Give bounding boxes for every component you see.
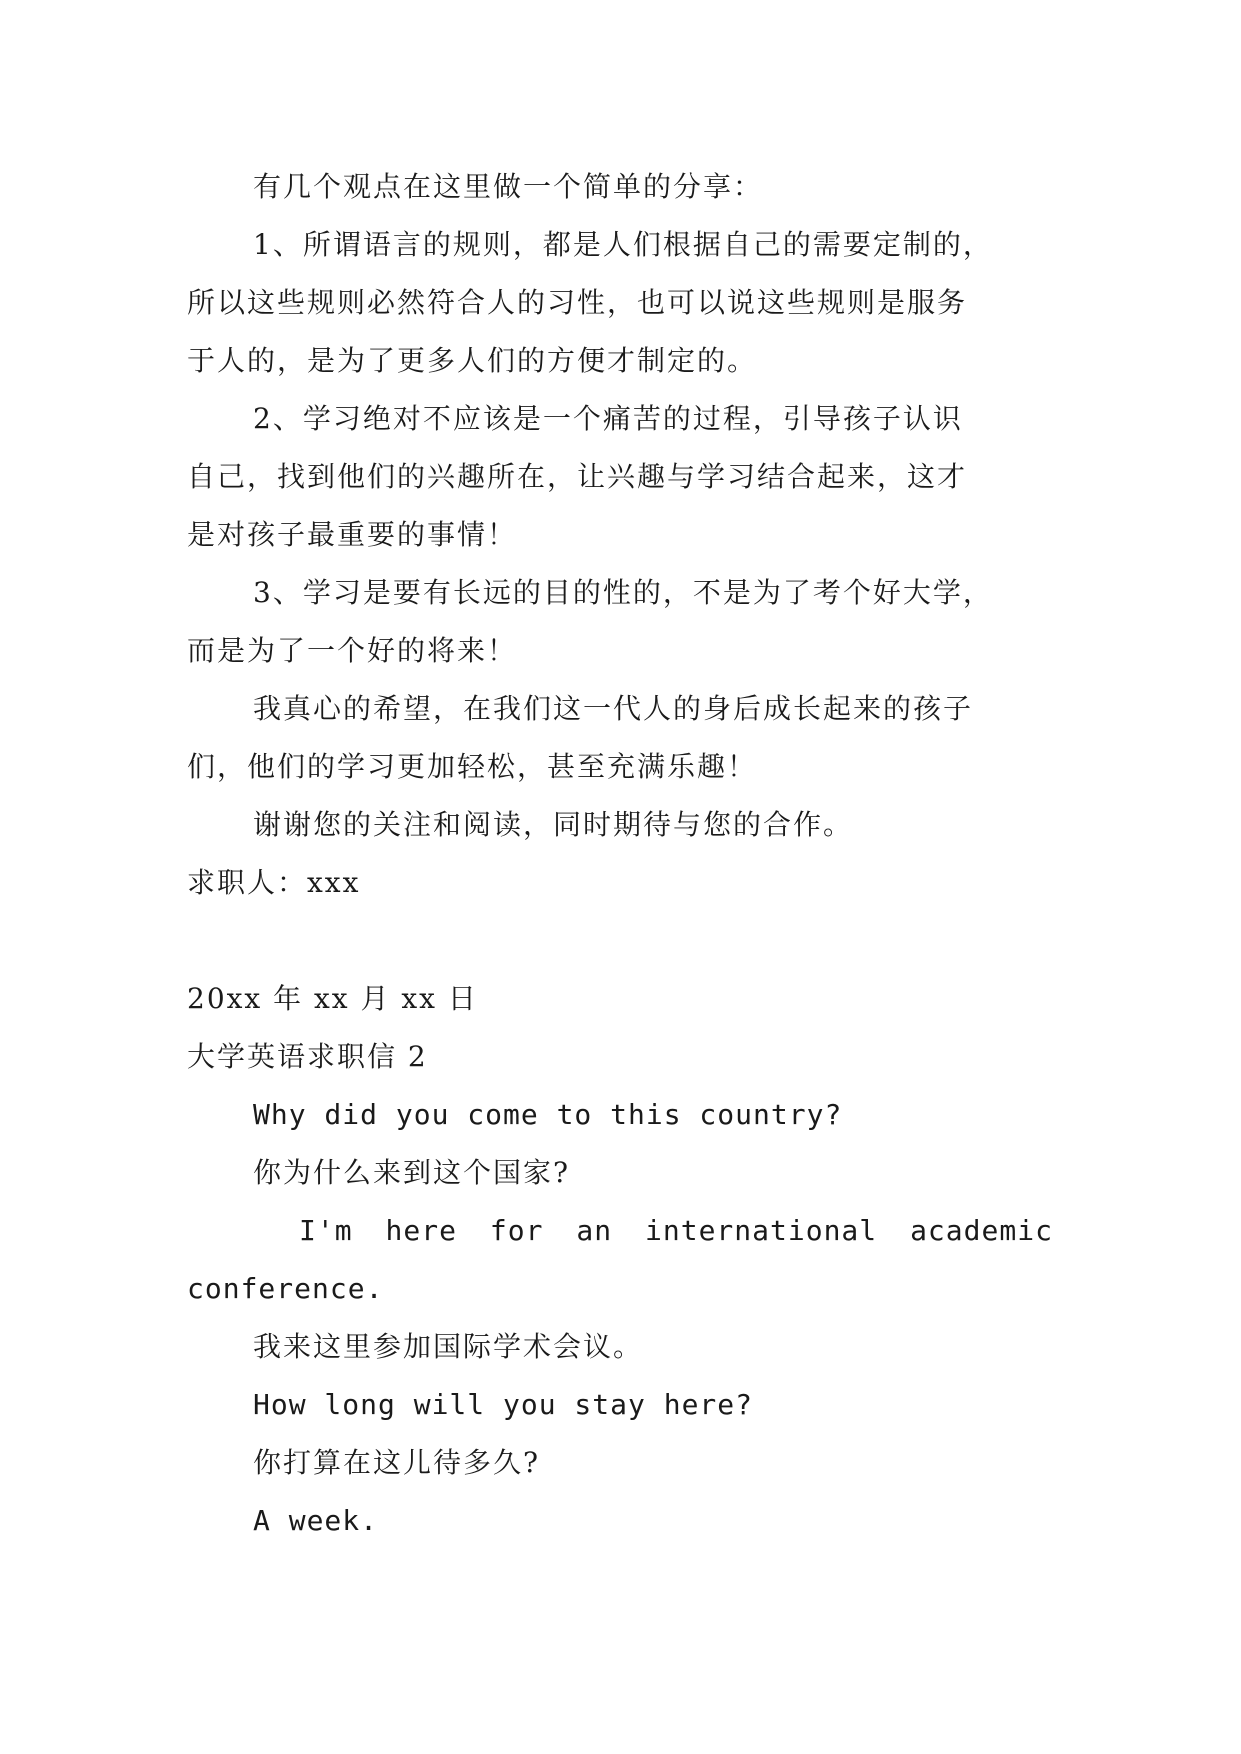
paragraph-line: 谢谢您的关注和阅读，同时期待与您的合作。 <box>253 808 854 841</box>
paragraph-line: 是对孩子最重要的事情！ <box>187 518 518 551</box>
word: an <box>576 1214 613 1247</box>
paragraph-line: 3、学习是要有长远的目的性的，不是为了考个好大学， <box>253 576 993 609</box>
paragraph-line: 而是为了一个好的将来！ <box>187 634 518 667</box>
date-line: 20xx 年 xx 月 xx 日 <box>187 982 478 1015</box>
justified-english-line <box>187 1202 1053 1260</box>
english-line: conference. <box>187 1272 384 1305</box>
section-title: 大学英语求职信 2 <box>187 1040 428 1073</box>
chinese-line: 我来这里参加国际学术会议。 <box>253 1330 644 1363</box>
word: I'm <box>299 1214 353 1247</box>
paragraph-line: 们，他们的学习更加轻松，甚至充满乐趣！ <box>187 750 758 783</box>
document-body <box>187 158 1053 1550</box>
english-line: A week. <box>253 1504 379 1537</box>
english-line: Why did you come to this country? <box>253 1098 843 1131</box>
word: for <box>489 1214 544 1247</box>
paragraph-line: 2、学习绝对不应该是一个痛苦的过程，引导孩子认识 <box>253 402 963 435</box>
chinese-line: 你为什么来到这个国家? <box>253 1156 571 1189</box>
word: international <box>645 1214 878 1247</box>
english-line: How long will you stay here? <box>253 1388 754 1421</box>
paragraph-line: 于人的，是为了更多人们的方便才制定的。 <box>187 344 758 377</box>
paragraph-line: 自己，找到他们的兴趣所在，让兴趣与学习结合起来，这才 <box>187 460 968 493</box>
signature-line: 求职人：xxx <box>187 866 361 899</box>
paragraph-line: 1、所谓语言的规则，都是人们根据自己的需要定制的， <box>253 228 993 261</box>
paragraph-line: 我真心的希望，在我们这一代人的身后成长起来的孩子 <box>253 692 974 725</box>
paragraph-line: 所以这些规则必然符合人的习性，也可以说这些规则是服务 <box>187 286 968 319</box>
paragraph-line: 有几个观点在这里做一个简单的分享： <box>253 170 764 203</box>
word: here <box>385 1214 457 1247</box>
word: academic <box>910 1214 1053 1247</box>
blank-line <box>187 912 1053 970</box>
chinese-line: 你打算在这儿待多久? <box>253 1446 541 1479</box>
